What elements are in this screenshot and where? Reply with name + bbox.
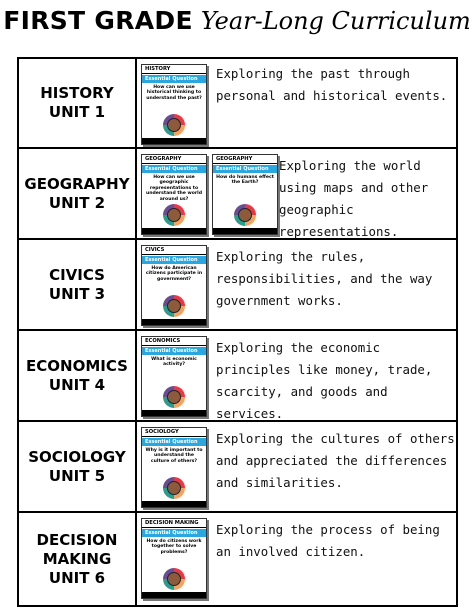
unit-content-cell: [136, 512, 457, 606]
essential-question-card: [141, 154, 207, 235]
unit-label-cell: [18, 58, 136, 148]
kid-avatar-icon: [163, 204, 185, 226]
card-question: What is economic activity?: [151, 357, 197, 368]
kid-avatar-icon: [163, 568, 185, 590]
card-question: Why is it important to understand the culture of others?: [145, 448, 203, 464]
kid-avatar-icon: [163, 386, 185, 408]
unit-description: Exploring the process of being an involved citizen.: [216, 522, 440, 559]
unit-number: UNIT 1: [48, 103, 106, 121]
unit-label-cell: [18, 421, 136, 512]
unit-name: CIVICS: [49, 265, 105, 284]
card-subject: SOCIOLOGY: [142, 428, 206, 437]
unit-label-cell: [18, 330, 136, 421]
unit-row-history: [18, 58, 457, 148]
unit-row-decision-making: [18, 512, 457, 606]
unit-label-cell: [18, 239, 136, 330]
card-question: How do citizens work together to solve problems?: [146, 539, 202, 555]
unit-content-cell: [136, 239, 457, 330]
kid-avatar-icon: [163, 114, 185, 136]
card-footer-bar: [142, 138, 206, 144]
card-question: How can we use geographic representations to understand the world around us?: [145, 175, 203, 202]
unit-number: UNIT 4: [48, 375, 106, 394]
title-grade: FIRST GRADE: [3, 6, 193, 35]
card-question: How do American citizens participate in government?: [145, 266, 203, 282]
card-subject: ECONOMICS: [142, 337, 206, 346]
essential-question-card: [212, 154, 278, 235]
unit-row-economics: [18, 330, 457, 421]
kid-avatar-icon: [163, 295, 185, 317]
unit-number: UNIT 2: [48, 193, 106, 212]
unit-description: Exploring the rules, responsibilities, and the way government works.: [216, 249, 433, 308]
card-subject: HISTORY: [142, 65, 206, 74]
card-eq-label: Essential Question: [142, 438, 206, 446]
unit-number: UNIT 3: [48, 284, 106, 303]
card-eq-label: Essential Question: [142, 256, 206, 264]
card-footer-bar: [213, 228, 277, 234]
essential-question-card: [141, 245, 207, 326]
card-footer-bar: [142, 592, 206, 598]
unit-row-civics: [18, 239, 457, 330]
unit-row-sociology: [18, 421, 457, 512]
unit-name: DECISION MAKING: [36, 530, 118, 568]
unit-row-geography: [18, 148, 457, 239]
unit-number: UNIT 6: [48, 568, 106, 587]
kid-avatar-icon: [234, 204, 256, 226]
card-subject: CIVICS: [142, 246, 206, 255]
unit-description: Exploring the cultures of others and appreciated the differences and similarities.: [216, 431, 455, 490]
unit-label-cell: [18, 148, 136, 239]
card-question: How can we use historical thinking to understand the past?: [146, 85, 202, 101]
unit-label-cell: [18, 512, 136, 606]
card-subject: GEOGRAPHY: [142, 155, 206, 164]
essential-question-card: [141, 336, 207, 417]
essential-question-card: [141, 518, 207, 599]
card-eq-label: Essential Question: [142, 347, 206, 355]
unit-description: Exploring the world using maps and other geographic representations.: [279, 158, 429, 239]
card-footer-bar: [142, 410, 206, 416]
essential-question-card: [141, 64, 207, 145]
unit-name: GEOGRAPHY: [24, 174, 130, 193]
unit-content-cell: [136, 58, 457, 148]
unit-content-cell: [136, 330, 457, 421]
card-subject: DECISION MAKING: [142, 519, 206, 528]
card-eq-label: Essential Question: [213, 165, 277, 173]
card-eq-label: Essential Question: [142, 165, 206, 173]
unit-content-cell: [136, 148, 457, 239]
page-title: [0, 6, 474, 48]
unit-name: ECONOMICS: [26, 356, 128, 375]
unit-name: SOCIOLOGY: [28, 447, 126, 466]
card-footer-bar: [142, 319, 206, 325]
card-subject: GEOGRAPHY: [213, 155, 277, 164]
unit-number: UNIT 5: [48, 466, 106, 485]
card-question: How do humans effect the Earth?: [216, 175, 274, 186]
essential-question-card: [141, 427, 207, 508]
card-eq-label: Essential Question: [142, 529, 206, 537]
card-eq-label: Essential Question: [142, 75, 206, 83]
kid-avatar-icon: [163, 477, 185, 499]
card-footer-bar: [142, 228, 206, 234]
unit-description: Exploring the past through personal and historical events.: [216, 66, 448, 103]
title-curriculum: Year-Long Curriculum: [200, 7, 471, 35]
unit-content-cell: [136, 421, 457, 512]
card-footer-bar: [142, 501, 206, 507]
curriculum-table: [17, 57, 458, 607]
unit-name: HISTORY: [40, 84, 114, 102]
unit-description: Exploring the economic principles like money, trade, scarcity, and goods and services.: [216, 340, 433, 421]
